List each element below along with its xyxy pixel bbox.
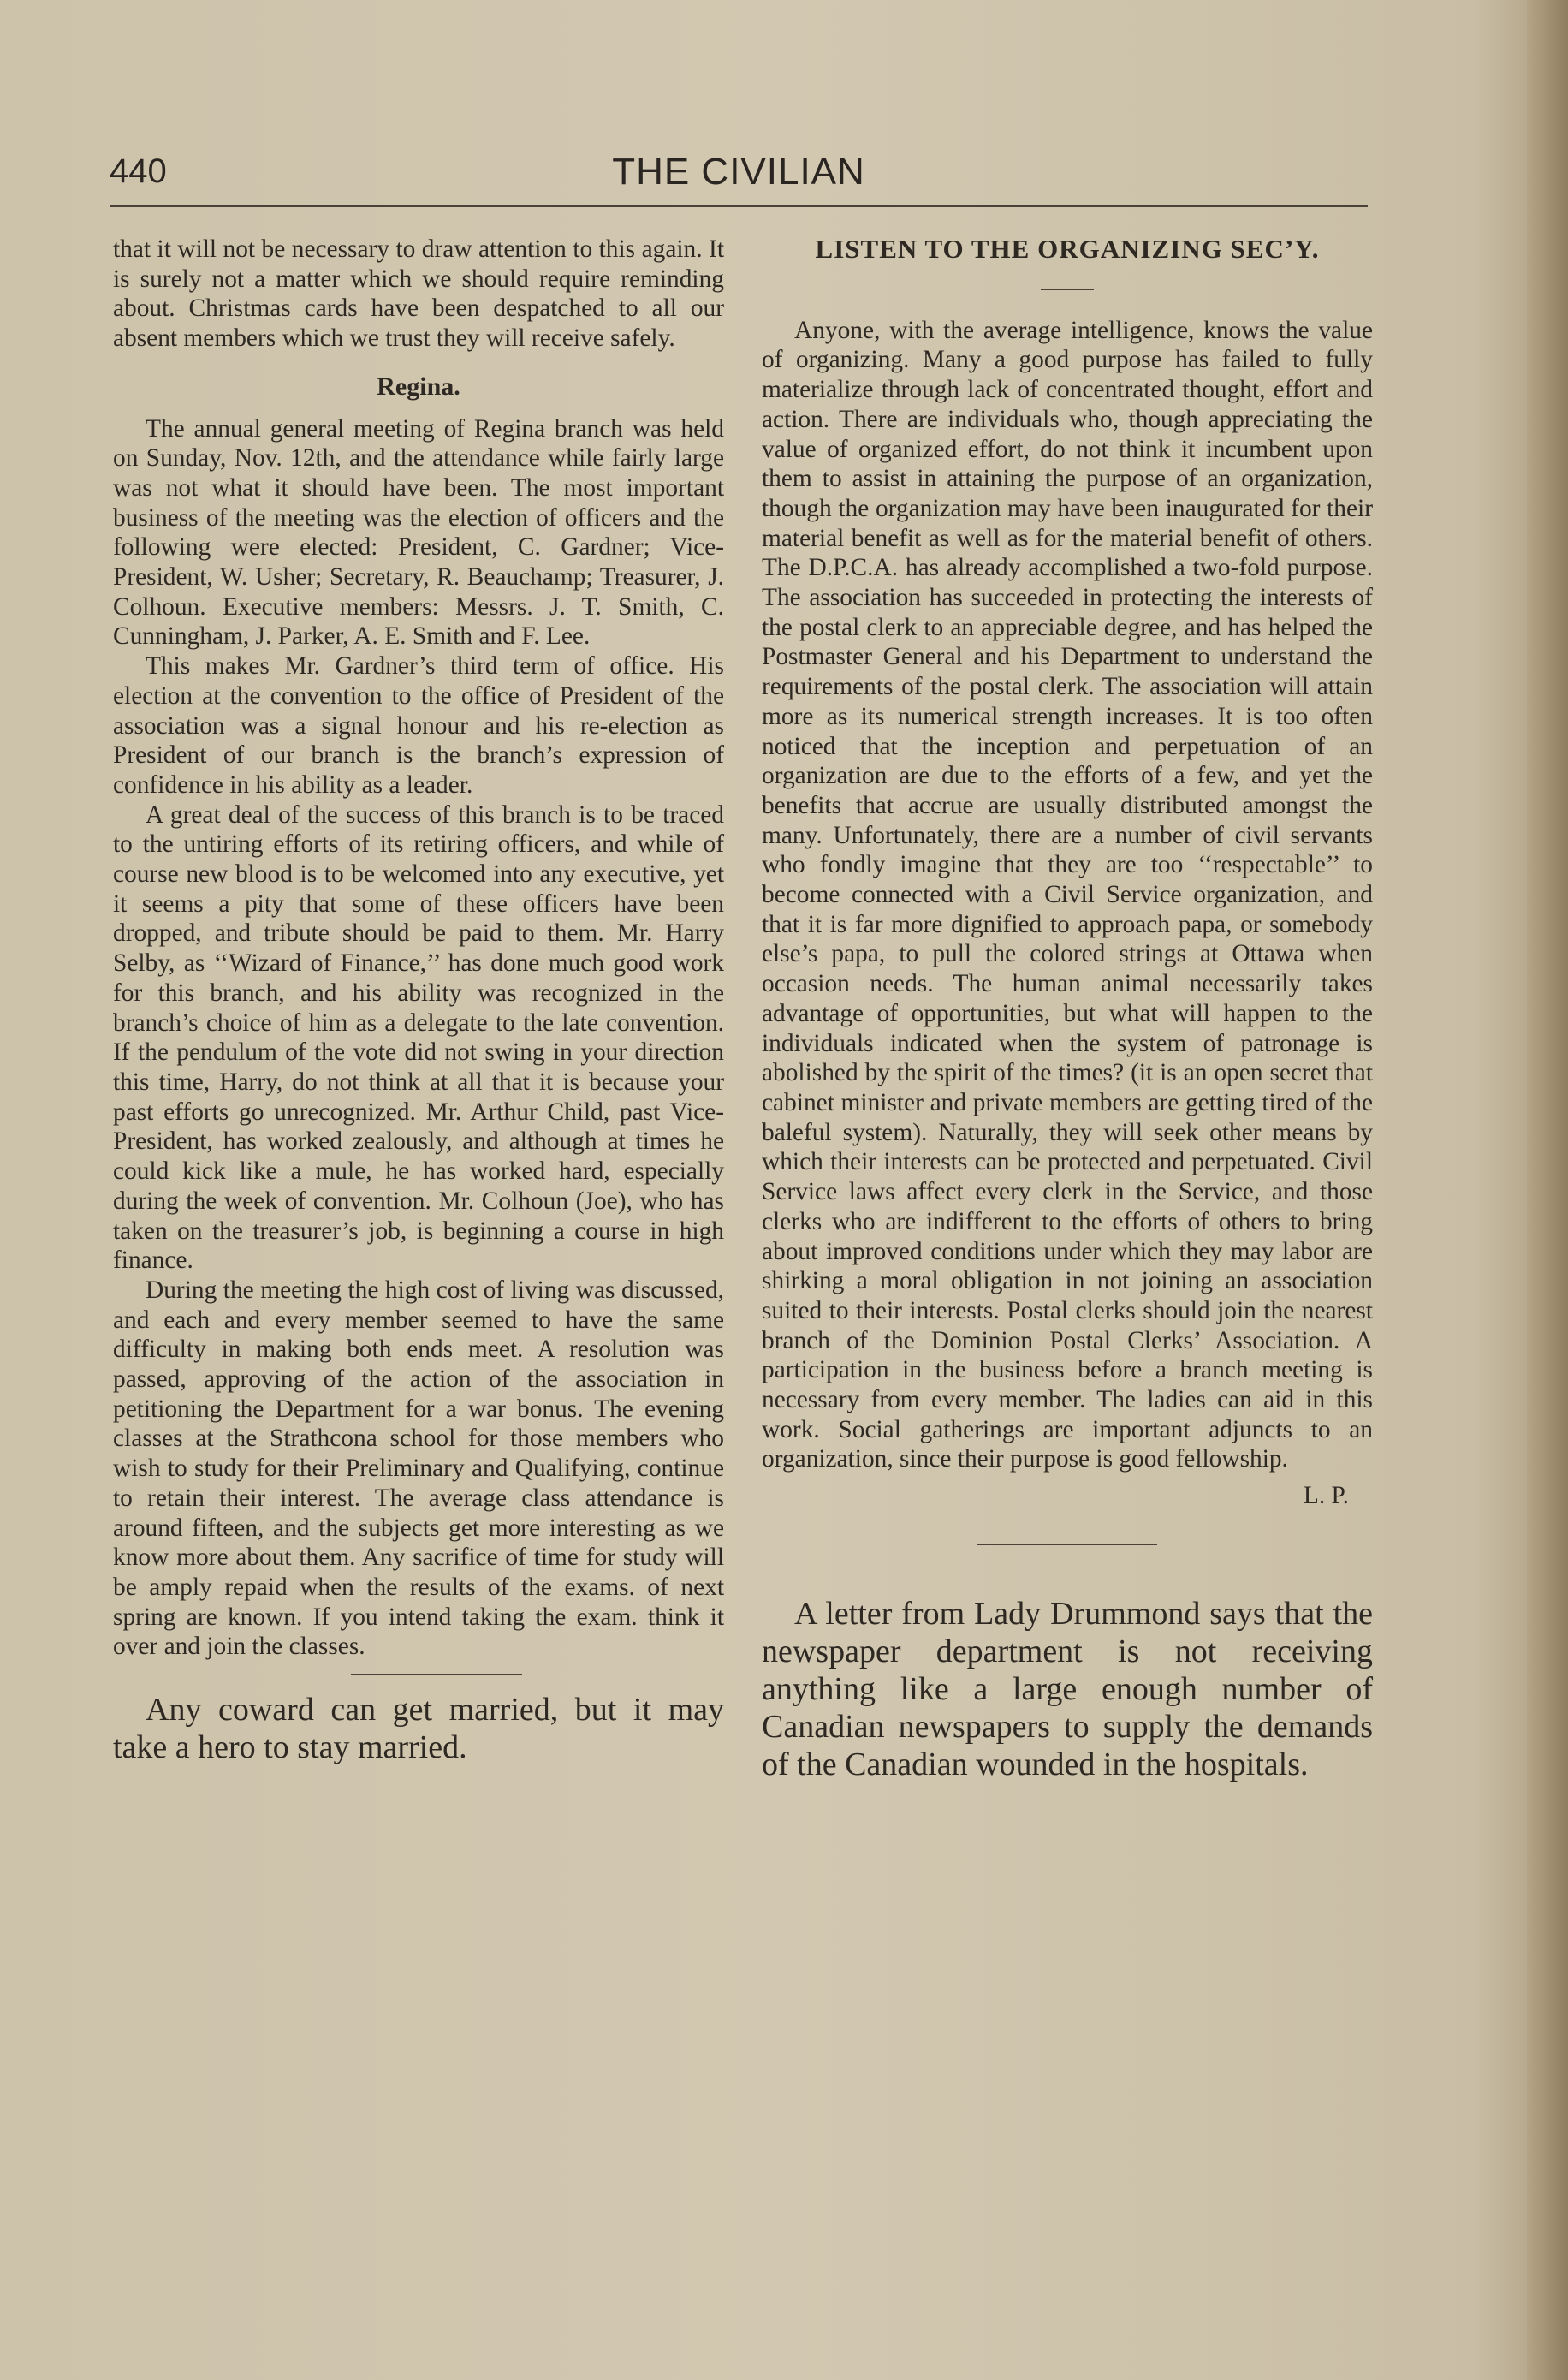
page-spine-shadow	[1527, 0, 1568, 2380]
left-column	[113, 235, 724, 1766]
closing-quote: Any coward can get married, but it may take a hero to stay married.	[113, 1692, 724, 1766]
section-divider	[351, 1674, 522, 1675]
page-header	[110, 151, 1368, 199]
header-rule	[110, 205, 1368, 207]
page-number: 440	[110, 152, 167, 190]
article-title: LISTEN TO THE ORGANIZING SEC’Y.	[815, 234, 1320, 264]
right-column	[762, 235, 1373, 1783]
regina-paragraph-2: This makes Mr. Gardner’s third term of office. His election at the convention to the office of President of the association was a signal honour and his re-election as President of our branch is the branch’s expression of confidence in his ability as a leader.	[113, 652, 724, 799]
newspaper-notice: A letter from Lady Drummond says that the newspaper department is not receiving anything like a large enough number of Canadian newspapers to supply the demands of the Canadian wounded in the hospitals.	[762, 1595, 1373, 1782]
regina-heading: Regina.	[377, 372, 460, 401]
section-divider	[977, 1544, 1157, 1545]
regina-paragraph-1: The annual general meeting of Regina branch was held on Sunday, Nov. 12th, and the attendance while fairly large was not what it should have been. The most important business of the meeting was the election of officers and the following were elected: President, C. Gardner; Vice-President, W. Usher; Secretary, R. Beauchamp; Treasurer, J. Colhoun. Executive members: Messrs. J. T. Smith, C. Cunningham, J. Parker, A. E. Smith and F. Lee.	[113, 414, 724, 651]
article-signature: L. P.	[1303, 1482, 1349, 1510]
regina-paragraph-4: During the meeting the high cost of living was discussed, and each and every member seemed to have the same difficulty in making both ends meet. A resolution was passed, approving of the action of the association in petitioning the Department for a war bonus. The evening classes at the Strathcona school for those members who wish to study for their Preliminary and Qualifying, continue to retain their interest. The average class attendance is around fifteen, and the subjects get more interesting as we know more about them. Any sacrifice of time for study will be amply repaid when the results of the exams. of next spring are known. If you intend taking the exam. think it over and join the classes.	[113, 1276, 724, 1661]
intro-paragraph: that it will not be necessary to draw attention to this again. It is surely not a matter which we should require reminding about. Christmas cards have been despatched to all our absent members which we trust they will receive safely.	[113, 235, 724, 353]
article-body: Anyone, with the average intelligence, knows the value of organizing. Many a good purpose has failed to fully materialize through lack of concentrated thought, effort and action. There are individuals who, though appreciating the value of organized effort, do not think it incumbent upon them to assist in attaining the purpose of an organization, though the organization may have been inaugurated for their material benefit as well as for the material benefit of others. The D.P.C.A. has already accomplished a two-fold purpose. The association has succeeded in protecting the interests of the postal clerk to an appreciable degree, and has helped the Postmaster General and his Department to understand the requirements of the postal clerk. The association will attain more as its numerical strength increases. It is too often noticed that the inception and perpetuation of an organization are due to the efforts of a few, and yet the benefits that accrue are usually distributed amongst the many. Unfortunately, there are a number of civil servants who fondly imagine that they are too ‘‘respectable’’ to become connected with a Civil Service organization, and that it is far more dignified to approach papa, or somebody else’s papa, to pull the colored strings at Ottawa when occasion needs. The human animal necessarily takes advantage of opportunities, but what will happen to the individuals indicated when the system of patronage is abolished by the spirit of the times? (it is an open secret that cabinet minister and private members are getting tired of the baleful system). Naturally, they will seek other means by which their interests can be protected and perpetuated. Civil Service laws affect every clerk in the Service, and those clerks who are indifferent to the efforts of others to bring about improved conditions under which they may labor are shirking a moral obligation in not joining an association suited to their interests. Postal clerks should join the nearest branch of the Dominion Postal Clerks’ Association. A participation in the business before a branch meeting is necessary from every member. The ladies can aid in this work. Social gatherings are important adjuncts to an organization, since their purpose is good fellowship.	[762, 316, 1373, 1473]
title-divider	[1041, 289, 1094, 290]
regina-paragraph-3: A great deal of the success of this branch is to be traced to the untiring efforts of its retiring officers, and while of course new blood is to be welcomed into any executive, yet it seems a pity that some of these officers have been dropped, and tribute should be paid to them. Mr. Harry Selby, as ‘‘Wizard of Finance,’’ has done much good work for this branch, and his ability was recognized in the branch’s choice of him as a delegate to the late convention. If the pendulum of the vote did not swing in your direction this time, Harry, do not think at all that it is because your past efforts go unrecognized. Mr. Arthur Child, past Vice-President, has worked zealously, and although at times he could kick like a mule, he has worked hard, especially during the week of convention. Mr. Colhoun (Joe), who has taken on the treasurer’s job, is beginning a course in high finance.	[113, 800, 724, 1275]
journal-title: THE CIVILIAN	[612, 151, 865, 193]
